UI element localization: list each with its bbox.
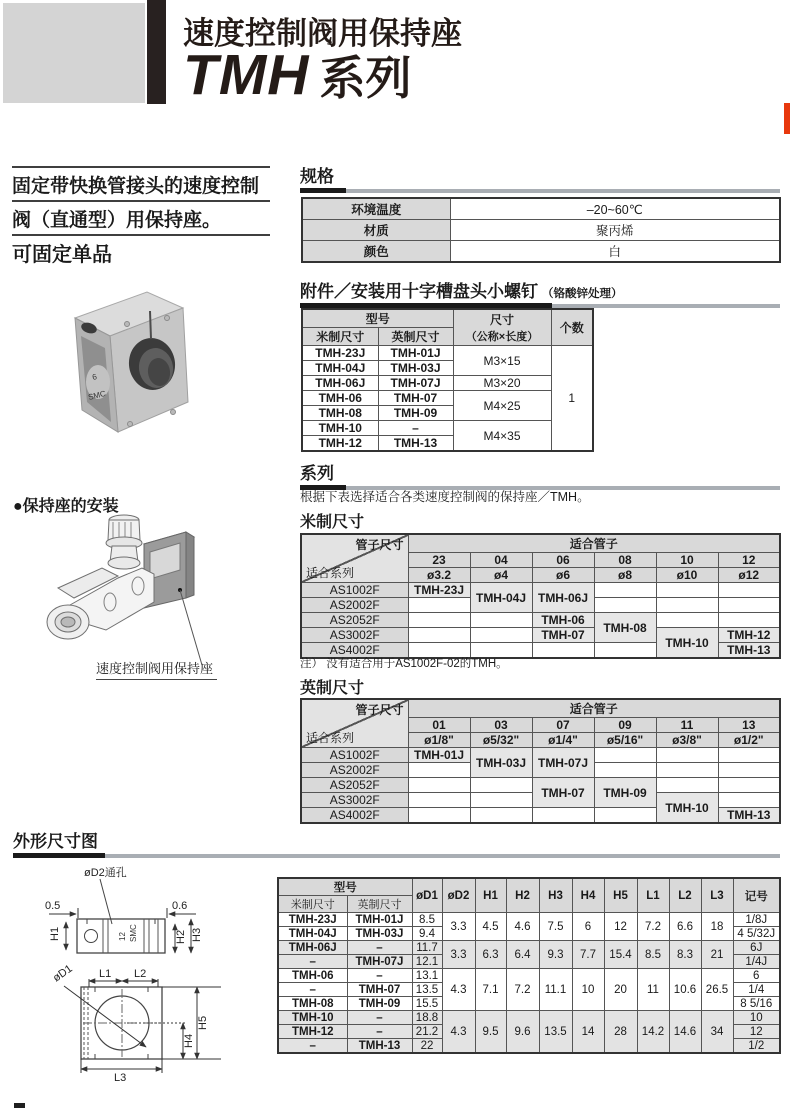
- tube-dia: ø3/8": [656, 733, 718, 748]
- col-l1: L1: [637, 878, 669, 913]
- col-h4: H4: [572, 878, 604, 913]
- val-l2: 10.6: [669, 969, 701, 1011]
- dim-h5: H5: [197, 1015, 209, 1030]
- model-inch: TMH-09: [347, 997, 412, 1011]
- tube-dia: ø1/2": [718, 733, 780, 748]
- matrix-row: [301, 613, 780, 628]
- empty-cell: [408, 598, 470, 613]
- screw-size: M4×35: [453, 421, 551, 452]
- model-inch: –: [347, 941, 412, 955]
- neck-ring: [108, 557, 140, 569]
- model-cell: TMH-07: [532, 628, 594, 643]
- val-symbol: 6: [733, 969, 780, 983]
- val-h4: 10: [572, 969, 604, 1011]
- val-h3: 13.5: [539, 1011, 572, 1054]
- empty-cell: [594, 748, 656, 763]
- spec-value: 聚丙烯: [450, 220, 780, 241]
- model-inch: –: [347, 969, 412, 983]
- col-h1: H1: [475, 878, 506, 913]
- screw-qty: 1: [551, 346, 593, 452]
- tube-dia: ø5/32": [470, 733, 532, 748]
- section-rule: [300, 189, 780, 193]
- col-h3: H3: [539, 878, 572, 913]
- dim-h3: H3: [191, 927, 203, 942]
- tube-dia: ø1/8": [408, 733, 470, 748]
- model-metric: TMH-12: [278, 1025, 347, 1039]
- empty-cell: [656, 763, 718, 778]
- model-inch: TMH-03J: [347, 927, 412, 941]
- dim-0-5: 0.5: [45, 900, 61, 912]
- val-l3: 18: [701, 913, 733, 941]
- empty-cell: [594, 583, 656, 598]
- empty-cell: [656, 598, 718, 613]
- dimple-4: [171, 410, 176, 415]
- val-symbol: 1/2: [733, 1039, 780, 1054]
- corner-bottom-label: 适合系列: [306, 566, 355, 580]
- col-metric: 米制尺寸: [302, 328, 378, 346]
- screw-row: [302, 346, 593, 361]
- holder-side: [186, 532, 194, 598]
- series-label: AS3002F: [301, 628, 408, 643]
- empty-cell: [718, 778, 780, 793]
- model-metric: –: [278, 955, 347, 969]
- series-label: AS3002F: [301, 793, 408, 808]
- val-symbol: 12: [733, 1025, 780, 1039]
- model-metric: TMH-04J: [278, 927, 347, 941]
- inch-matrix-table: [300, 698, 781, 824]
- empty-cell: [408, 808, 470, 824]
- val-l1: 8.5: [637, 941, 669, 969]
- model-cell: TMH-12: [718, 628, 780, 643]
- col-metric: 米制尺寸: [278, 896, 347, 913]
- col-qty: 个数: [551, 309, 593, 346]
- col-d1: øD1: [412, 878, 442, 913]
- product-size-marking: 6: [91, 372, 98, 382]
- dim-l1: L1: [99, 968, 112, 980]
- matrix-row: [301, 778, 780, 793]
- screw-size: M3×20: [453, 376, 551, 391]
- col-size: [453, 309, 551, 346]
- col-size-line2: （公称×长度）: [465, 331, 539, 343]
- val-h1: 6.3: [475, 941, 506, 969]
- leader-line: [180, 590, 202, 665]
- spec-row: [302, 198, 780, 220]
- col-h5: H5: [604, 878, 637, 913]
- section-specs-title: 规格: [300, 167, 334, 186]
- col-d2: øD2: [442, 878, 475, 913]
- spec-label: 材质: [302, 220, 450, 241]
- dimple-2: [165, 316, 170, 321]
- screw-row: [302, 421, 593, 436]
- model-inch: TMH-07J: [347, 955, 412, 969]
- section-series: [300, 459, 780, 490]
- col-l3: L3: [701, 878, 733, 913]
- dimple-1: [125, 322, 130, 327]
- model-metric: TMH-04J: [302, 361, 378, 376]
- model-cell: TMH-07J: [532, 748, 594, 778]
- val-h1: 7.1: [475, 969, 506, 1011]
- empty-cell: [470, 613, 532, 628]
- tube-code: 07: [532, 718, 594, 733]
- val-symbol: 10: [733, 1011, 780, 1025]
- dimension-table: [277, 877, 781, 1054]
- corner-top-label: 管子尺寸: [355, 703, 404, 717]
- tube-code: 01: [408, 718, 470, 733]
- empty-cell: [470, 628, 532, 643]
- val-h5: 20: [604, 969, 637, 1011]
- val-symbol: 1/4J: [733, 955, 780, 969]
- col-size-line1: 尺寸: [490, 313, 515, 327]
- tube-code: 03: [470, 718, 532, 733]
- tube-code: 11: [656, 718, 718, 733]
- spec-row: [302, 220, 780, 241]
- val-symbol: 1/8J: [733, 913, 780, 927]
- tube-code: 06: [532, 553, 594, 568]
- model-cell: TMH-06J: [532, 583, 594, 613]
- series-name: TMH: [183, 43, 310, 107]
- series-suffix: 系列: [319, 52, 412, 104]
- model-cell: TMH-10: [656, 628, 718, 659]
- page-index-tab: [784, 103, 790, 134]
- val-l2: 6.6: [669, 913, 701, 941]
- model-metric: TMH-10: [302, 421, 378, 436]
- val-h2: 9.6: [506, 1011, 539, 1054]
- section-accessory-title: 附件／安装用十字槽盘头小螺钉: [300, 282, 538, 301]
- val-h5: 28: [604, 1011, 637, 1054]
- model-cell: TMH-03J: [470, 748, 532, 778]
- matrix-corner: [301, 699, 408, 748]
- val-h2: 6.4: [506, 941, 539, 969]
- series-label: AS2002F: [301, 598, 408, 613]
- tube-code: 10: [656, 553, 718, 568]
- empty-cell: [594, 763, 656, 778]
- model-inch: –: [347, 1011, 412, 1025]
- metric-matrix-table: [300, 533, 781, 659]
- val-d1: 21.2: [412, 1025, 442, 1039]
- val-d2: 3.3: [442, 913, 475, 941]
- dim-l3: L3: [114, 1072, 127, 1084]
- val-d1: 22: [412, 1039, 442, 1054]
- fixable-note: 可固定单品: [12, 244, 112, 266]
- section-dimensions: [13, 827, 780, 858]
- screw-table: [301, 308, 594, 452]
- empty-cell: [656, 748, 718, 763]
- screw-row: [302, 391, 593, 406]
- model-metric: TMH-12: [302, 436, 378, 452]
- matrix-row: [301, 628, 780, 643]
- corner-top-label: 管子尺寸: [355, 538, 404, 552]
- model-metric: TMH-10: [278, 1011, 347, 1025]
- install-illustration: [40, 510, 270, 670]
- matrix-corner: [301, 534, 408, 583]
- empty-cell: [718, 613, 780, 628]
- empty-cell: [408, 613, 470, 628]
- val-symbol: 8 5/16: [733, 997, 780, 1011]
- tube-group-header: 适合管子: [408, 699, 780, 718]
- model-metric: TMH-08: [278, 997, 347, 1011]
- dim-d1: øD1: [50, 962, 75, 985]
- tube-dia: ø3.2: [408, 568, 470, 583]
- model-inch: TMH-07: [378, 391, 453, 406]
- val-d2: 3.3: [442, 941, 475, 969]
- dim-row: [278, 913, 780, 927]
- dim-row: [278, 1011, 780, 1025]
- hole-leader: [100, 879, 112, 924]
- model-cell: TMH-04J: [470, 583, 532, 613]
- model-metric: TMH-23J: [302, 346, 378, 361]
- empty-cell: [408, 763, 470, 778]
- val-d1: 13.1: [412, 969, 442, 983]
- intro-line-1: 固定带快换管接头的速度控制: [12, 168, 270, 202]
- model-cell: TMH-13: [718, 808, 780, 824]
- val-d1: 9.4: [412, 927, 442, 941]
- clamp-slit: [150, 311, 151, 339]
- val-symbol: 6J: [733, 941, 780, 955]
- empty-cell: [470, 793, 532, 808]
- section-accessory-note: （铬酸锌处理）: [542, 288, 623, 300]
- header-black-bar: [147, 0, 166, 104]
- tube-dia: ø12: [718, 568, 780, 583]
- series-label: AS1002F: [301, 748, 408, 763]
- model-cell: TMH-08: [594, 613, 656, 643]
- dim-row: [278, 941, 780, 955]
- screw-size: M4×25: [453, 391, 551, 421]
- dim-line: [64, 986, 146, 1047]
- empty-cell: [656, 778, 718, 793]
- model-cell: TMH-09: [594, 778, 656, 808]
- model-inch: TMH-01J: [378, 346, 453, 361]
- metric-note: 注） 没有适合用于AS1002F-02的TMH。: [300, 658, 508, 670]
- val-l3: 21: [701, 941, 733, 969]
- tube-code: 13: [718, 718, 780, 733]
- spec-label: 颜色: [302, 241, 450, 263]
- val-h3: 11.1: [539, 969, 572, 1011]
- val-l1: 11: [637, 969, 669, 1011]
- tube-dia: ø8: [594, 568, 656, 583]
- empty-cell: [532, 808, 594, 824]
- dimple-3: [128, 422, 133, 427]
- tube-dia: ø1/4": [532, 733, 594, 748]
- model-cell: TMH-13: [718, 643, 780, 659]
- empty-cell: [718, 763, 780, 778]
- fitting-bore: [61, 617, 75, 627]
- val-h2: 4.6: [506, 913, 539, 941]
- product-brand-marking: SMC: [87, 388, 107, 402]
- dim-h4: H4: [183, 1033, 195, 1048]
- series-label: AS2052F: [301, 778, 408, 793]
- tube-dia: ø6: [532, 568, 594, 583]
- dim-row: [278, 969, 780, 983]
- tube-code: 04: [470, 553, 532, 568]
- dim-h1: H1: [49, 926, 61, 941]
- product-photo-holder: [55, 284, 205, 459]
- header-gray-box: [3, 3, 145, 103]
- tube-code: 23: [408, 553, 470, 568]
- model-metric: TMH-08: [302, 406, 378, 421]
- val-d1: 12.1: [412, 955, 442, 969]
- model-metric: TMH-06J: [278, 941, 347, 955]
- inch-subtitle: 英制尺寸: [300, 680, 365, 697]
- page-subtitle: 速度控制阀用保持座: [183, 16, 462, 51]
- col-model: 型号: [302, 309, 453, 328]
- empty-cell: [718, 748, 780, 763]
- col-symbol: 记号: [733, 878, 780, 913]
- install-heading: ●保持座的安装: [13, 498, 119, 515]
- model-inch: –: [347, 1025, 412, 1039]
- tube-code: 12: [718, 553, 780, 568]
- empty-cell: [594, 643, 656, 659]
- val-d1: 8.5: [412, 913, 442, 927]
- section-series-title: 系列: [300, 464, 334, 483]
- val-d1: 13.5: [412, 983, 442, 997]
- model-inch: TMH-07J: [378, 376, 453, 391]
- val-h1: 4.5: [475, 913, 506, 941]
- col-model: 型号: [278, 878, 412, 896]
- empty-cell: [718, 598, 780, 613]
- model-inch: –: [378, 421, 453, 436]
- series-label: AS1002F: [301, 583, 408, 598]
- val-h2: 7.2: [506, 969, 539, 1011]
- tube-dia: ø5/16": [594, 733, 656, 748]
- model-metric: TMH-23J: [278, 913, 347, 927]
- val-l3: 26.5: [701, 969, 733, 1011]
- tube-group-header: 适合管子: [408, 534, 780, 553]
- through-hole: [85, 930, 98, 943]
- val-h4: 6: [572, 913, 604, 941]
- metric-subtitle: 米制尺寸: [300, 514, 365, 531]
- section-specs: [300, 162, 780, 193]
- empty-cell: [532, 643, 594, 659]
- col-inch: 英制尺寸: [347, 896, 412, 913]
- intro-description: [12, 166, 270, 236]
- empty-cell: [408, 778, 470, 793]
- val-h4: 14: [572, 1011, 604, 1054]
- page-title: [183, 42, 411, 108]
- spec-row: [302, 241, 780, 263]
- drawing-size-mark: 12: [118, 932, 127, 941]
- model-metric: –: [278, 983, 347, 997]
- empty-cell: [470, 778, 532, 793]
- series-label: AS2052F: [301, 613, 408, 628]
- val-h3: 9.3: [539, 941, 572, 969]
- val-h3: 7.5: [539, 913, 572, 941]
- val-l2: 14.6: [669, 1011, 701, 1054]
- col-h2: H2: [506, 878, 539, 913]
- specs-table: [301, 197, 781, 263]
- col-inch: 英制尺寸: [378, 328, 453, 346]
- screw-row: [302, 376, 593, 391]
- empty-cell: [594, 808, 656, 824]
- model-metric: TMH-06: [302, 391, 378, 406]
- tube-dia: ø4: [470, 568, 532, 583]
- model-cell: TMH-07: [532, 778, 594, 808]
- val-d2: 4.3: [442, 969, 475, 1011]
- spec-value: –20~60℃: [450, 198, 780, 220]
- model-inch: TMH-09: [378, 406, 453, 421]
- spec-value: 白: [450, 241, 780, 263]
- empty-cell: [408, 628, 470, 643]
- drawing-brand-mark: SMC: [129, 924, 138, 942]
- dim-h2: H2: [175, 929, 187, 944]
- val-d1: 11.7: [412, 941, 442, 955]
- series-label: AS4002F: [301, 808, 408, 824]
- model-metric: TMH-06J: [302, 376, 378, 391]
- section-dimensions-title: 外形尺寸图: [13, 832, 98, 851]
- val-l1: 7.2: [637, 913, 669, 941]
- hole-callout: øD2通孔: [84, 867, 127, 879]
- val-symbol: 1/4: [733, 983, 780, 997]
- val-h5: 15.4: [604, 941, 637, 969]
- empty-cell: [656, 583, 718, 598]
- model-cell: TMH-10: [656, 793, 718, 824]
- empty-cell: [718, 583, 780, 598]
- series-description: 根据下表选择适合各类速度控制阀的保持座／TMH。: [300, 490, 590, 504]
- matrix-row: [301, 748, 780, 763]
- screw-size: M3×15: [453, 346, 551, 376]
- model-cell: TMH-01J: [408, 748, 470, 763]
- empty-cell: [594, 598, 656, 613]
- tube-dia: ø10: [656, 568, 718, 583]
- intro-line-2: 阀（直通型）用保持座。: [12, 202, 270, 236]
- val-h5: 12: [604, 913, 637, 941]
- series-label: AS2002F: [301, 763, 408, 778]
- dim-0-6: 0.6: [172, 900, 188, 912]
- col-l2: L2: [669, 878, 701, 913]
- dim-l2: L2: [134, 968, 147, 980]
- model-cell: TMH-23J: [408, 583, 470, 598]
- section-accessory: [300, 277, 780, 308]
- empty-cell: [718, 793, 780, 808]
- model-inch: TMH-13: [378, 436, 453, 452]
- val-h4: 7.7: [572, 941, 604, 969]
- install-caption: 速度控制阀用保持座: [96, 658, 217, 680]
- model-inch: TMH-01J: [347, 913, 412, 927]
- model-metric: –: [278, 1039, 347, 1054]
- spec-label: 环境温度: [302, 198, 450, 220]
- val-h1: 9.5: [475, 1011, 506, 1054]
- model-metric: TMH-06: [278, 969, 347, 983]
- val-d2: 4.3: [442, 1011, 475, 1054]
- matrix-row: [301, 583, 780, 598]
- model-inch: TMH-07: [347, 983, 412, 997]
- val-symbol: 4 5/32J: [733, 927, 780, 941]
- empty-cell: [656, 613, 718, 628]
- corner-bottom-label: 适合系列: [306, 731, 355, 745]
- dimension-drawing: [0, 858, 250, 1108]
- tube-code: 08: [594, 553, 656, 568]
- series-label: AS4002F: [301, 643, 408, 659]
- model-cell: TMH-06: [532, 613, 594, 628]
- page-binding-mark: [14, 1103, 25, 1108]
- val-l1: 14.2: [637, 1011, 669, 1054]
- model-inch: TMH-13: [347, 1039, 412, 1054]
- val-d1: 15.5: [412, 997, 442, 1011]
- empty-cell: [470, 808, 532, 824]
- empty-cell: [408, 793, 470, 808]
- val-l2: 8.3: [669, 941, 701, 969]
- tube-code: 09: [594, 718, 656, 733]
- model-inch: TMH-03J: [378, 361, 453, 376]
- val-l3: 34: [701, 1011, 733, 1054]
- val-d1: 18.8: [412, 1011, 442, 1025]
